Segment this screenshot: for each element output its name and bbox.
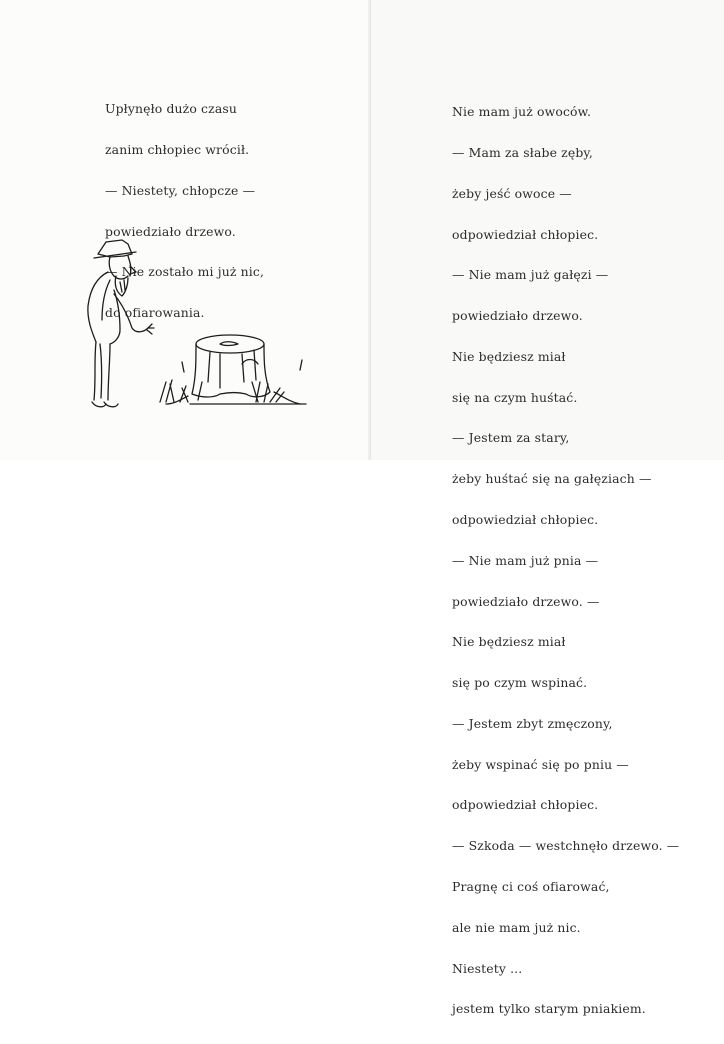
text-line: Pragnę ci coś ofiarować, (452, 879, 610, 895)
text-line: Nie mam już owoców. (452, 104, 592, 120)
text-line: powiedziało drzewo. (452, 308, 583, 324)
text-line: odpowiedział chłopiec. (452, 512, 599, 527)
old-man-and-stump-illustration (70, 232, 320, 422)
text-line: odpowiedział chłopiec. (452, 797, 599, 813)
text-line: się po czym wspinać. (452, 675, 588, 691)
text-line: Upłynęło dużo czasu (105, 101, 238, 117)
text-line: — Szkoda — westchnęło drzewo. — (452, 838, 680, 854)
right-page-text (452, 78, 679, 1043)
text-line: Niestety ... (452, 960, 523, 976)
text-line: Nie będziesz miał (452, 634, 566, 650)
text-line: powiedziało drzewo. — (452, 593, 600, 609)
text-line: — Nie mam już gałęzi — (452, 267, 609, 283)
text-line: zanim chłopiec wrócił. (105, 141, 250, 157)
text-line: — Jestem zbyt zmęczony, (452, 715, 613, 731)
text-line: powiedziało drzewo. (105, 223, 236, 239)
text-line: jestem tylko starym pniakiem. (452, 1001, 646, 1017)
text-line: — Jestem za stary, (452, 430, 570, 446)
text-line: — Mam za słabe zęby, (452, 144, 593, 160)
text-line: żeby jeść owoce — (452, 185, 572, 201)
text-line: — Nie zostało mi już nic, (105, 264, 265, 280)
tree-stump (166, 335, 300, 404)
text-line: — Niestety, chłopcze — (105, 182, 256, 198)
text-line: Nie będziesz miał (452, 348, 566, 364)
text-line: odpowiedział chłopiec. (452, 226, 599, 242)
text-line: — Nie mam już pnia — (452, 552, 599, 568)
text-line: ale nie mam już nic. (452, 919, 581, 935)
text-line: żeby wspinać się po pniu — (452, 756, 629, 772)
left-page (0, 0, 371, 460)
old-man-figure (88, 240, 154, 407)
text-line: do ofiarowania. (105, 305, 205, 321)
text-line: żeby huśtać się na gałęziach — (452, 471, 652, 487)
text-line: się na czym huśtać. (452, 389, 578, 405)
